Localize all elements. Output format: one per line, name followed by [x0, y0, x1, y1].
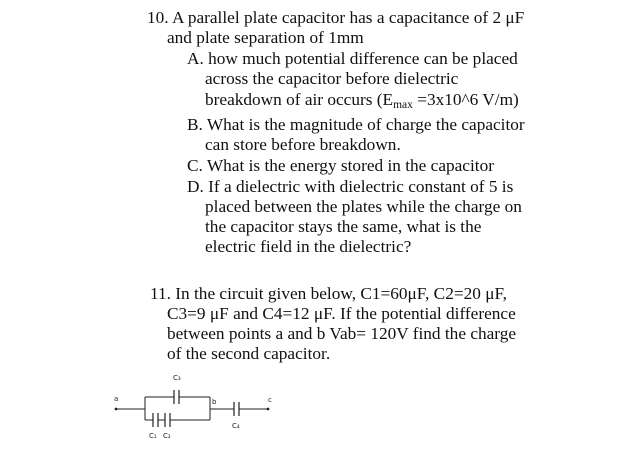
- label-b: b: [212, 398, 217, 406]
- q10-heading-line2: and plate separation of 1mm: [167, 28, 364, 47]
- terminal-c-dot: [267, 408, 270, 411]
- q10-heading: 10. A parallel plate capacitor has a capacitance of 2 μF: [147, 8, 525, 27]
- label-c4: C₄: [232, 422, 240, 430]
- q10-part-a-line2: across the capacitor before dielectric: [205, 69, 459, 88]
- capacitor-c3-symbol: [174, 390, 179, 404]
- q10-part-a-line3: [205, 90, 519, 116]
- q10-part-b-line2: can store before breakdown.: [205, 135, 401, 154]
- label-c3: C₃: [173, 374, 181, 382]
- q10-part-b-line1: B. What is the magnitude of charge the capacitor: [187, 115, 525, 134]
- q11-line4: of the second capacitor.: [167, 344, 331, 363]
- q10-part-a-line3-end: =3x10^6 V/m): [412, 90, 519, 109]
- capacitor-c1-symbol: [153, 413, 158, 427]
- terminal-a-dot: [115, 408, 118, 411]
- capacitor-c2-symbol: [165, 413, 170, 427]
- q11-line1: 11. In the circuit given below, C1=60μF, C2=20 μF,: [150, 284, 508, 303]
- q10-part-d-line3: the capacitor stays the same, what is the: [205, 217, 482, 236]
- q10-part-a-line3-text: breakdown of air occurs (E: [205, 90, 394, 109]
- q10-part-a-line1: A. how much potential difference can be placed: [187, 49, 518, 68]
- emax-subscript: max: [393, 99, 413, 111]
- q10-part-c-line1: C. What is the energy stored in the capacitor: [187, 156, 494, 175]
- label-c: c: [268, 396, 272, 404]
- q10-part-d-line4: electric field in the dielectric?: [205, 237, 412, 256]
- q10-part-d-line2: placed between the plates while the charge on: [205, 197, 522, 216]
- circuit-wires: [117, 397, 267, 420]
- capacitor-c4-symbol: [234, 402, 239, 416]
- q11-line3: between points a and b Vab= 120V find the charge: [167, 324, 517, 343]
- label-a: a: [114, 395, 119, 403]
- q10-part-d-line1: D. If a dielectric with dielectric constant of 5 is: [187, 177, 514, 196]
- label-c2: C₂: [163, 432, 171, 440]
- q11-line2: C3=9 μF and C4=12 μF. If the potential difference: [167, 304, 516, 323]
- label-c1: C₁: [149, 432, 157, 440]
- circuit-diagram: [100, 360, 300, 460]
